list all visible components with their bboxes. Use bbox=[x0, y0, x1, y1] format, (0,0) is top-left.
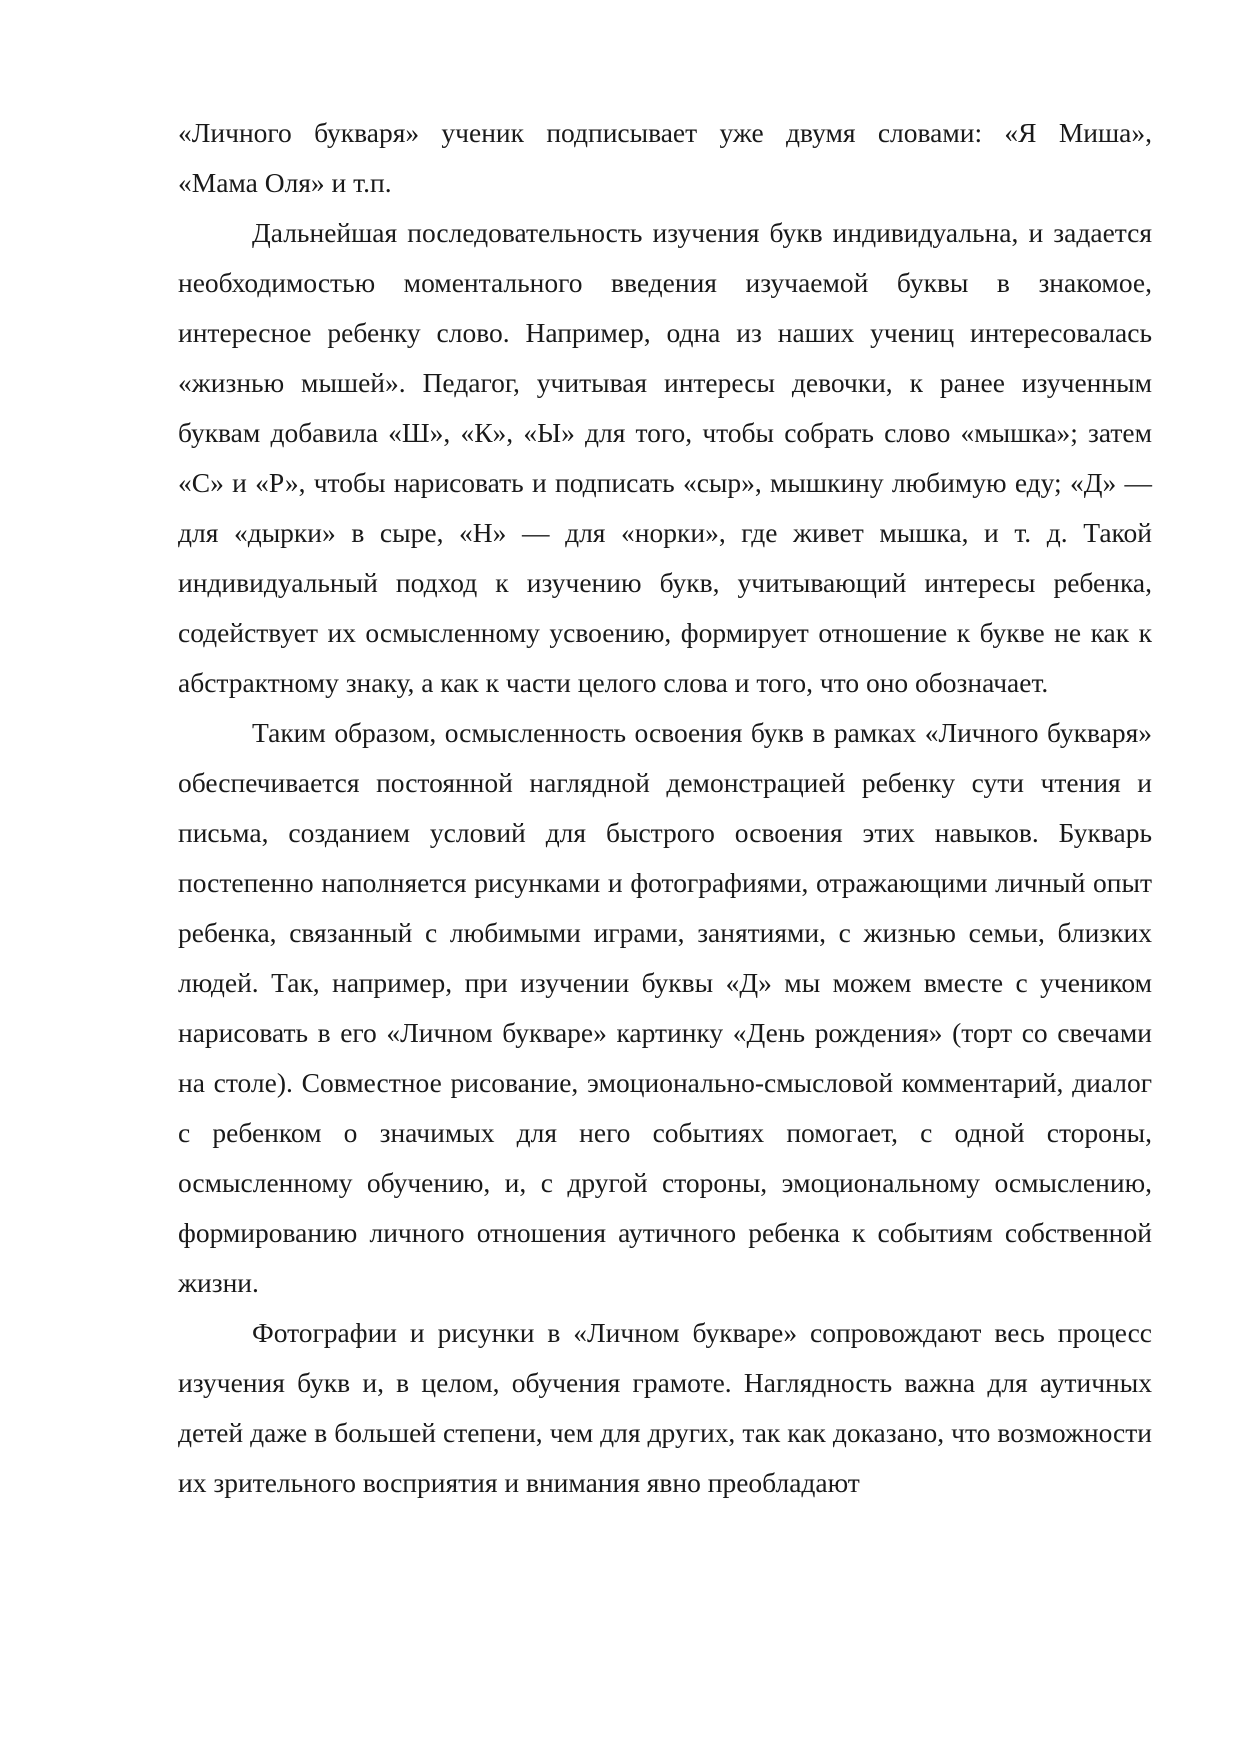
paragraph-personal-primer: Таким образом, осмысленность освоения букв в рамках «Личного букваря» обеспечивается постоянной наглядной демонстрацией ребенку сути чтения и письма, созданием условий для быстрого освоения этих навыков. Букварь постепенно наполняется рисунками и фотографиями, отражающими личный опыт ребенка, связанный с любимыми играми, занятиями, с жизнью семьи, близких людей. Так, например, при изучении буквы «Д» мы можем вместе с учеником нарисовать в его «Личном букваре» картинку «День рождения» (торт со свечами на столе). Совместное рисование, эмоционально-смысловой комментарий, диалог с ребенком о значимых для него событиях помогает, с одной стороны, осмысленному обучению, и, с другой стороны, эмоциональному осмыслению, формированию личного отношения аутичного ребенка к событиям собственной жизни. bbox=[178, 717, 1152, 1298]
continuation-line-1: «Личного букваря» ученик подписывает уже двумя словами: «Я Миша», bbox=[178, 117, 1152, 148]
continuation-line-2: «Мама Оля» и т.п. bbox=[178, 167, 392, 198]
document-body bbox=[178, 108, 1152, 1508]
paragraph-letter-sequence: Дальнейшая последовательность изучения букв индивидуальна, и задается необходимостью моментального введения изучаемой буквы в знакомое, интересное ребенку слово. Например, одна из наших учениц интересовалась «жизнью мышей». Педагог, учитывая интересы девочки, к ранее изученным буквам добавила «Ш», «К», «Ы» для того, чтобы собрать слово «мышка»; затем «С» и «Р», чтобы нарисовать и подписать «сыр», мышкину любимую еду; «Д» — для «дырки» в сыре, «Н» — для «норки», где живет мышка, и т. д. Такой индивидуальный подход к изучению букв, учитывающий интересы ребенка, содействует их осмысленному усвоению, формирует отношение к букве не как к абстрактному знаку, а как к части целого слова и того, что оно обозначает. bbox=[178, 217, 1152, 698]
continuation-paragraph bbox=[178, 108, 1152, 208]
paragraph-photos-drawings: Фотографии и рисунки в «Личном букваре» сопровождают весь процесс изучения букв и, в целом, обучения грамоте. Наглядность важна для аутичных детей даже в большей степени, чем для других, так как доказано, что возможности их зрительного восприятия и внимания явно преобладают bbox=[178, 1317, 1152, 1498]
